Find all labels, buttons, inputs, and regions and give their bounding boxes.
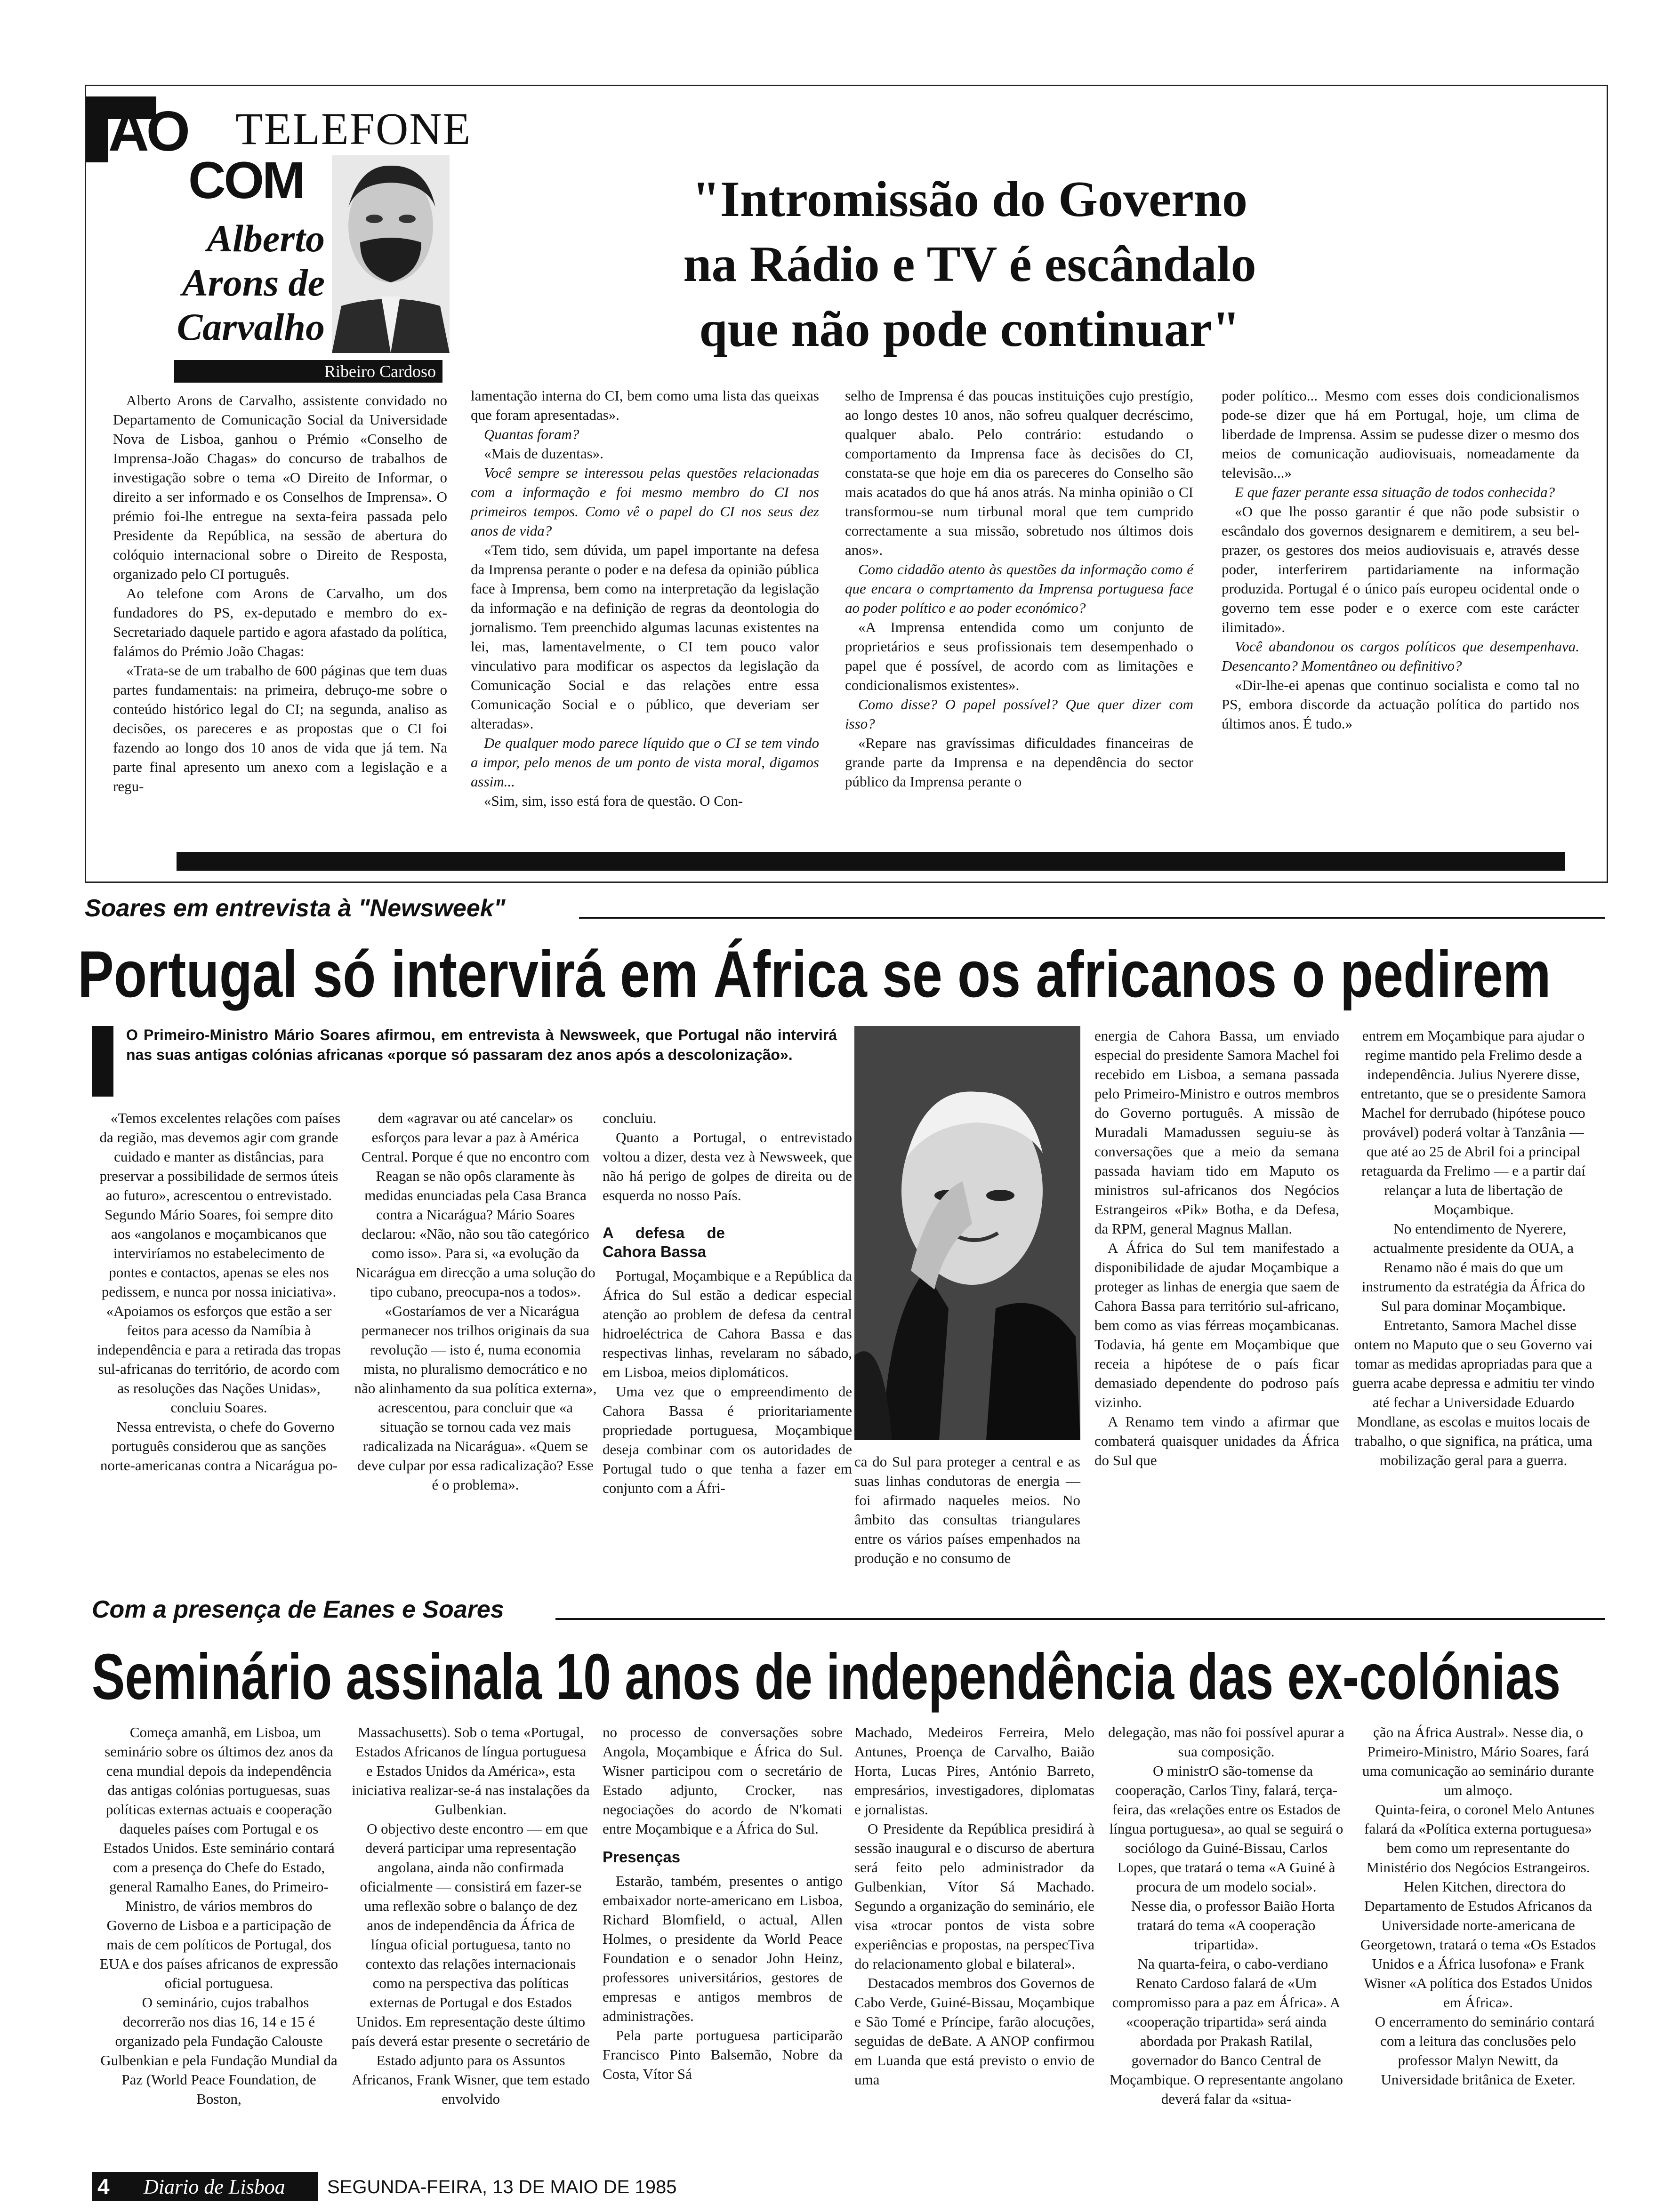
page-number-box (92, 2172, 318, 2201)
soares-lead: O Primeiro-Ministro Mário Soares afirmou, em entrevista à Newsweek, que Portugal não intervirá nas suas antigas colónias africanas «porque só passaram dez anos após a descolonização». (126, 1026, 837, 1063)
interview-column (845, 386, 1193, 791)
column-part (603, 1108, 852, 1205)
paragraph: Machado, Medeiros Ferreira, Melo Antunes, Proença de Carvalho, Baião Horta, Lucas Pires, António Barreto, empresários, investigadores, diplomatas e jornalistas. (854, 1724, 1094, 1818)
paragraph: «Repare nas gravíssimas dificuldades financeiras de grande parte da Imprensa e na dependência do sector público da Imprensa perante o (845, 735, 1193, 790)
photo-credit (174, 360, 442, 383)
paragraph: Pela parte portuguesa participarão Francisco Pinto Balsemão, Nobre da Costa, Vítor Sá (603, 2027, 843, 2082)
paragraph: «Trata-se de um trabalho de 600 páginas que tem duas partes fundamentais: na primeira, debruço-me sobre o conteúdo histórico legal do CI; na segunda, analiso as decisões, os pareceres e as propostas que o CI foi fazendo ao longo dos 10 anos de vida que já tem. Na parte final apresento um anexo com a legislação e a regu- (113, 662, 447, 794)
paragraph: O ministrO são-tomense da cooperação, Carlos Tiny, falará, terça-feira, das «relações entre os Estados de língua portuguesa», ao qual se seguirá o sociólogo da Guiné-Bissau, Carlos Lopes, que tratará o tema «A Guiné à procura de um modelo social». (1109, 1763, 1343, 1895)
paragraph: A Renamo tem vindo a afirmar que combaterá quaisquer unidades da África do Sul que (1094, 1413, 1339, 1468)
paragraph: Entretanto, Samora Machel disse ontem no Maputo que o seu Governo vai tomar as medidas apropriadas para que a guerra acabe depressa e admitiu ter vindo até fechar a Universidade Eduardo Mondlane, as escolas e muitos locais de trabalho, o que significa, na prática, uma mobilização geral para a guerra. (1352, 1317, 1595, 1468)
soares-photo (854, 1026, 1080, 1440)
paragraph: Nesse dia, o professor Baião Horta tratará do tema «A cooperação tripartida». (1131, 1898, 1335, 1953)
paragraph: ca do Sul para proteger a central e as suas linhas condutoras de energia — foi afirmado naqueles meios. No âmbito das consultas triangulares entre os vários países empenhados na produção e no consumo de (854, 1453, 1080, 1566)
subhead-presencas: Presenças (603, 1848, 681, 1866)
subhead-cahora-bassa: A defesa de Cahora Bassa (603, 1224, 725, 1260)
soares-column (854, 1452, 1080, 1568)
seminario-column (351, 1723, 591, 2108)
paragraph: A África do Sul tem manifestado a disponibilidade de ajudar Moçambique a proteger as linhas de energia que saem de Cahora Bassa para território sul-africano, bem como as vias férreas moçambicanas. Todavia, há gente em Moçambique que receia a hipótese de o país ficar demasiado dependente do podroso país vizinho. (1094, 1240, 1339, 1411)
paragraph: Alberto Arons de Carvalho, assistente convidado no Departamento de Comunicação Social da Universidade Nova de Lisboa, ganhou o Prémio «Conselho de Imprensa-João Chagas» do concurso de trabalhos de investigação sobre o tema «O Direito de Informar, o direito a ser informado e os Conselhos de Imprensa». O prémio foi-lhe entregue na sexta-feira passada pelo Presidente da República, na sessão de abertura do colóquio internacional sobre o Direito de Resposta, organizado pelo CI português. (113, 392, 447, 582)
paragraph: ção na África Austral». Nesse dia, o Primeiro-Ministro, Mário Soares, fará uma comunicação ao seminário durante um almoço. (1362, 1724, 1594, 1798)
portrait-photo (332, 155, 450, 353)
paragraph: «Temos excelentes relações com países da região, mas devemos agir com grande cuidado e manter as distâncias, para preservar a possibilidade de sermos úteis ao futuro», acrescentou o entrevistado. Segundo Mário Soares, foi sempre dito aos «angolanos e moçambicanos que interviríamos no estabelecimento de pontes e contactos, apenas se eles nos pedissem, e nunca por nossa iniciativa». «Apoiamos os esforços que estão a ser feitos para acesso da Namíbia à independência e para a retirada das tropas sul-africanas do território, de acordo com as resoluções das Nações Unidas», concluiu Soares. (97, 1110, 341, 1416)
interview-column (113, 391, 447, 796)
soares-kicker: Soares em entrevista à "Newsweek" (85, 895, 506, 922)
paragraph: «Sim, sim, isso está fora de questão. O Con- (484, 793, 743, 809)
paragraph: Você abandonou os cargos políticos que desempenhava. Desencanto? Momentâneo ou definitivo? (1222, 638, 1579, 674)
paragraph: dem «agravar ou até cancelar» os esforços para levar a paz à América Central. Porque é que no encontro com Reagan se não opôs claramente às medidas enunciadas pela Casa Branca contra a Nicarágua? Mário Soares declarou: «Não, não sou tão categórico como isso». Para si, «a evolução da Nicarágua em direcção a uma solução do tipo cubano, preocupa-nos a todos». (355, 1110, 595, 1300)
paragraph: Destacados membros dos Governos de Cabo Verde, Guiné-Bissau, Moçambique e São Tomé e Príncipe, farão alocuções, seguidas de deBate. A ANOP confirmou em Luanda que está previsto o envio de uma (854, 1975, 1094, 2088)
name-line: Carvalho (177, 305, 325, 348)
kicker-rule (555, 1618, 1605, 1620)
logo-com: COM (188, 152, 304, 209)
interview-headline (593, 167, 1346, 362)
interview-column (471, 386, 819, 810)
soares-column (603, 1108, 852, 1498)
interviewee-name (89, 216, 325, 349)
paragraph: Estarão, também, presentes o antigo embaixador norte-americano em Lisboa, Richard Blomfield, o actual, Allen Holmes, o presidente da World Peace Foundation e o senador John Heinz, professores universitários, gestores de empresas e antigos membros de administrações. (603, 1873, 843, 2024)
column-part (603, 1723, 843, 1838)
page-number: 4 (97, 2174, 110, 2199)
paragraph: Na quarta-feira, o cabo-verdiano Renato Cardoso falará de «Um compromisso para a paz em África». A «cooperação tripartida» será ainda abordada por Prakash Ratilal, governador do Banco Central de Moçambique. O representante angolano deverá falar da «situa- (1110, 1956, 1343, 2107)
box-bottom-rule (177, 852, 1565, 871)
paragraph: No entendimento de Nyerere, actualmente presidente da OUA, a Renamo não é mais do que um instrumento da estratégia da África do Sul para dominar Moçambique. (1361, 1220, 1585, 1314)
headline-line: "Intromissão do Governo (692, 171, 1248, 227)
seminario-column (1106, 1723, 1346, 2108)
kicker-rule (579, 917, 1605, 919)
paragraph: Helen Kitchen, directora do Departamento de Estudos Africanos da Universidade norte-americana de Georgetown, tratará o tema «Os Estados Unidos e a África lusofona» e Frank Wisner «A política dos Estados Unidos em África». (1360, 1878, 1596, 2011)
paragraph: «Gostaríamos de ver a Nicarágua permanecer nos trilhos originais da sua revolução — isto é, numa economia mista, no pluralismo democrático e no não alinhamento da sua política externa», acrescentou, para concluir que «a situação se tornou cada vez mais radicalizada na Nicarágua». «Quem se deve culpar por essa radicalização? Esse é o problema». (354, 1303, 597, 1493)
soares-column (1094, 1026, 1339, 1470)
interview-column (1222, 386, 1579, 733)
seminario-headline: Seminário assinala 10 anos de independência das ex-colónias (92, 1641, 1561, 1713)
paragraph: Quantas foram? (484, 426, 579, 442)
paragraph: E que fazer perante essa situação de todos conhecida? (1235, 484, 1555, 500)
paragraph: Começa amanhã, em Lisboa, um seminário sobre os últimos dez anos da cena mundial depois da independência das antigas colónias portuguesas, suas políticas externas actuais e cooperação daqueles países com Portugal e os Estados Unidos. Este seminário contará com a presença do Chefe do Estado, general Ramalho Eanes, do Primeiro-Ministro, de vários membros do Governo de Lisboa e a participação de mais de cem políticos de Portugal, dos EUA e dos países africanos de expressão oficial portuguesa. (99, 1724, 338, 1991)
paragraph: O encerramento do seminário contará com a leitura das conclusões pelo professor Malyn Newitt, da Universidade britânica de Exeter. (1375, 2013, 1595, 2088)
paragraph: Como disse? O papel possível? Que quer dizer com isso? (845, 696, 1193, 732)
paragraph: concluiu. (603, 1110, 657, 1126)
paragraph: Quinta-feira, o coronel Melo Antunes falará da «Política externa portuguesa» bem como um representante do Ministério dos Negócios Estrangeiros. (1364, 1801, 1594, 1875)
paragraph: «A Imprensa entendida como um conjunto de proprietários e seus profissionais tem desempenhado o papel que é possível, de acordo com as limitações e condicionalismos existentes». (845, 619, 1193, 693)
paragraph: Você sempre se interessou pelas questões relacionadas com a informação e foi mesmo membro do CI nos primeiros tempos. Como vê o papel do CI nos seus dez anos de vida? (471, 465, 819, 539)
paragraph: «Tem tido, sem dúvida, um papel importante na defesa da Imprensa perante o poder e na defesa da opinião pública face à Imprensa, bem como na interpretação da legislação da informação e na definição de regras da deontologia do jornalismo. Tem preenchido algumas lacunas existentes na lei, mas, lamentavelmente, o CI tem pouco valor vinculativo para modificar os aspectos da legislação da Comunicação Social e das relações entre essa Comunicação Social e o público, que deveriam ser alteradas». (471, 542, 819, 732)
paragraph: selho de Imprensa é das poucas instituições cujo prestígio, ao longo destes 10 anos, não sofreu qualquer decréscimo, qualquer abalo. Pelo contrário: estudando o comportamento da Imprensa face às decisões do CI, constata-se que hoje em dia os pareceres do Conselho são mais acatados do que há anos atrás. Na minha opinião o CI transformou-se num tirbunal moral que tem cumprido correctamente a sua missão, sobretudo nos últimos dois anos». (845, 387, 1193, 558)
paragraph: entrem em Moçambique para ajudar o regime mantido pela Frelimo desde a independência. Julius Nyerere disse, entretanto, que se o presidente Samora Machel for derrubado (hipótese pouco provável) poderá voltar à Tanzânia — que até ao 25 de Abril foi a principal retaguarda da Frelimo — e a partir daí relançar a luta de libertação de Moçambique. (1360, 1027, 1586, 1218)
logo-telefone: TELEFONE (235, 104, 472, 154)
paragraph: O seminário, cujos trabalhos decorrerão nos dias 16, 14 e 15 é organizado pela Fundação Calouste Gulbenkian e pela Fundação Mundial da Paz (World Peace Foundation, de Boston, (100, 1994, 338, 2107)
soares-column (1351, 1026, 1596, 1470)
soares-column (97, 1108, 341, 1475)
seminario-column (99, 1723, 339, 2108)
paragraph: Como cidadão atento às questões da informação como é que encara o comprtamento da Imprensa portuguesa face ao poder político e ao poder económico? (845, 561, 1193, 616)
paragraph: Portugal, Moçambique e a República da África do Sul estão a dedicar especial atenção ao problem de defesa da central hidroeléctrica de Cahora Bassa e das respectivas linhas, revelaram no sábado, em Lisboa, meios diplomáticos. (603, 1267, 852, 1380)
paragraph: Nessa entrevista, o chefe do Governo português considerou que as sanções norte-americanas contra a Nicarágua po- (100, 1419, 338, 1474)
column-part (603, 1266, 852, 1498)
paragraph: «Mais de duzentas». (484, 445, 603, 462)
paragraph: energia de Cahora Bassa, um enviado especial do presidente Samora Machel foi recebido em Lisboa, a semana passada pelo Primeiro-Ministro e outros membros do Governo português. A missão de Muradali Mamadussen seguiu-se às conversações que a meio da semana passada haviam tido em Maputo os ministros sul-africanos dos Negócios Estrangeiros «Pik» Botha, e da Defesa, da RPM, general Magnus Mallan. (1094, 1027, 1339, 1237)
paragraph: poder político... Mesmo com esses dois condicionalismos pode-se dizer que há em Portugal, hoje, um clima de liberdade de Imprensa. Assim se pudesse dizer o mesmo dos meios de comunicação audiovisuais, nomeadamente da televisão...» (1222, 387, 1579, 481)
paragraph: delegação, mas não foi possível apurar a sua composição. (1108, 1724, 1344, 1760)
issue-date: SEGUNDA-FEIRA, 13 DE MAIO DE 1985 (327, 2177, 677, 2197)
name-line: Arons de (182, 261, 325, 304)
seminario-column (603, 1723, 843, 2084)
paragraph: Massachusetts). Sob o tema «Portugal, Estados Africanos de língua portuguesa e Estados Unidos da América», esta iniciativa realizar-se-á nas instalações da Gulbenkian. (352, 1724, 590, 1818)
paragraph: De qualquer modo parece líquido que o CI se tem vindo a impor, pelo menos de um ponto de vista moral, digamos assim... (471, 735, 819, 790)
name-line: Alberto (207, 217, 325, 260)
paragraph: lamentação interna do CI, bem como uma lista das queixas que foram apresentadas». (471, 387, 819, 423)
page-footer (92, 2172, 1598, 2205)
photo-credit-text: Ribeiro Cardoso (324, 362, 436, 381)
headline-line: na Rádio e TV é escândalo (683, 236, 1256, 292)
paragraph: no processo de conversações sobre Angola, Moçambique e África do Sul. Wisner participou com o secretário de Estado adjunto, Crocker, nas negociações do acordo de N'komati entre Moçambique e a África do Sul. (603, 1724, 843, 1837)
paragraph: O objectivo deste encontro — em que deverá participar uma representação angolana, ainda não confirmada oficialmente — consistirá em fazer-se uma reflexão sobre o balanço de dez anos de independência da África de língua oficial portuguesa, tanto no contexto das relações internacionais como na perspectiva das políticas externas de Portugal e dos Estados Unidos. Em representação deste último país deverá estar presente o secretário de Estado adjunto para os Assuntos Africanos, Frank Wisner, que tem estado envolvido (351, 1820, 590, 2107)
paragraph: Quanto a Portugal, o entrevistado voltou a dizer, desta vez à Newsweek, que não há perigo de golpes de direita ou de esquerda no nosso País. (603, 1129, 852, 1203)
paragraph: «O que lhe posso garantir é que não pode subsistir o escândalo dos governos designarem e demitirem, a seu bel-prazer, os gestores dos meios audiovisuais e, através desse poder, interferirem partidariamente na informação produzida. Portugal é o único país europeu ocidental onde o governo tem esse poder e o exerce com este carácter ilimitado». (1222, 503, 1579, 635)
seminario-column (854, 1723, 1094, 2089)
paragraph: Ao telefone com Arons de Carvalho, um dos fundadores do PS, ex-deputado e membro do ex-Secretariado daquele partido e agora afastado da política, falámos do Prémio João Chagas: (113, 585, 447, 659)
paragraph: Uma vez que o empreendimento de Cahora Bassa é prioritariamente propriedade portuguesa, Moçambique deseja combinar com os autoridades de Portugal tudo o que tenha a fazer em conjunto com a Áfri- (603, 1383, 852, 1496)
headline-line: que não pode continuar" (699, 301, 1240, 357)
seminario-kicker: Com a presença de Eanes e Soares (92, 1596, 504, 1623)
masthead: Diario de Lisboa (144, 2175, 285, 2198)
corner-mark (86, 96, 108, 162)
soares-column (353, 1108, 598, 1494)
logo-ao: AO (108, 100, 187, 163)
paragraph: «Dir-lhe-ei apenas que continuo socialista e como tal no PS, embora discorde da actuação política do partido nos últimos anos. É tudo.» (1222, 677, 1579, 732)
lead-mark (92, 1026, 113, 1097)
seminario-column (1358, 1723, 1598, 2089)
column-part (603, 1871, 843, 2084)
soares-headline: Portugal só intervirá em África se os africanos o pedirem (78, 937, 1551, 1011)
paragraph: O Presidente da República presidirá à sessão inaugural e o discurso de abertura será feito pelo administrador da Gulbenkian, Vítor Sá Machado. Segundo a organização do seminário, ele visa «trocar pontos de vista sobre experiências e propostas, na perspecTiva do relacionamento global e bilateral». (854, 1820, 1094, 1972)
